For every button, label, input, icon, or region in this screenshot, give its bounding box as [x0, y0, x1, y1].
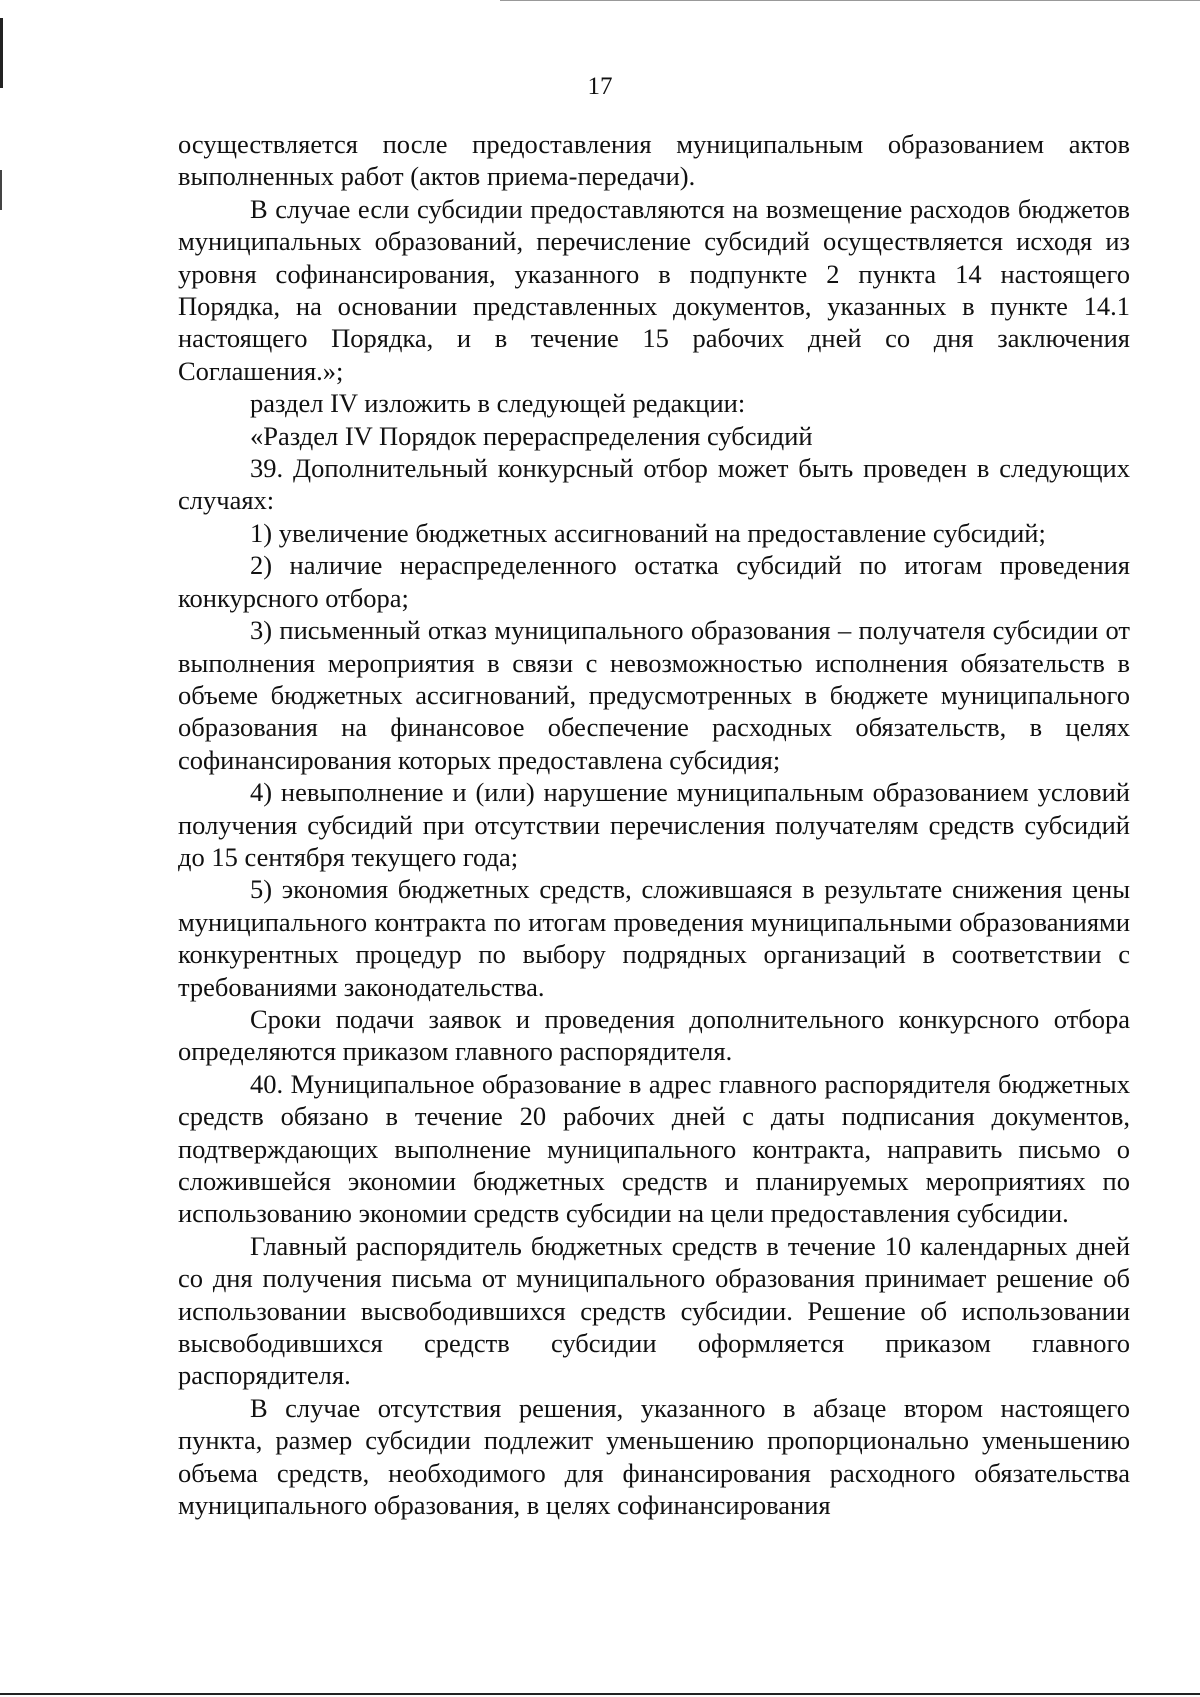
paragraph: В случае если субсидии предоставляются на возмещение расходов бюджетов муниципальных образований, перечисление субсидий осуществляется исходя из уровня софинансирования, указанного в подпункте 2 пункта 14 настоящего Порядка, на основании представленных документов, указанных в пункте 14.1 настоящего Порядка, и в течение 15 рабочих дней со дня заключения Соглашения.»;: [178, 193, 1130, 386]
paragraph: осуществляется после предоставления муниципальным образованием актов выполненных работ (актов приема-передачи).: [178, 129, 1130, 192]
paragraph: Сроки подачи заявок и проведения дополнительного конкурсного отбора определяются приказом главного распорядителя.: [178, 1003, 1130, 1067]
paragraph: Главный распорядитель бюджетных средств в течение 10 календарных дней со дня получения письма от муниципального образования принимает решение об использовании высвободившихся средств субсидии. Решение об использовании высвободившихся средств субсидии оформляется приказом главного распорядителя.: [178, 1230, 1130, 1391]
list-item: 4) невыполнение и (или) нарушение муниципальным образованием условий получения субсидий при отсутствии перечисления получателям средств субсидий до 15 сентября текущего года;: [178, 777, 1130, 872]
list-item: 3) письменный отказ муниципального образования – получателя субсидии от выполнения мероприятия в связи с невозможностью исполнения обязательств в объеме бюджетных ассигнований, предусмотренных в бюджете муниципального образования на финансовое обеспечение расходных обязательств, в целях софинансирования которых предоставлена субсидия;: [178, 615, 1130, 775]
paragraph: 40. Муниципальное образование в адрес главного распорядителя бюджетных средств обязано в течение 20 рабочих дней с даты подписания документов, подтверждающих выполнение муниципального контракта, направить письмо о сложившейся экономии бюджетных средств и планируемых мероприятиях по использованию экономии средств субсидии на цели предоставления субсидии.: [178, 1068, 1130, 1229]
list-item: 2) наличие нераспределенного остатка субсидий по итогам проведения конкурсного отбора;: [178, 550, 1130, 613]
paragraph: 39. Дополнительный конкурсный отбор может быть проведен в следующих случаях:: [178, 453, 1130, 516]
list-item: 5) экономия бюджетных средств, сложившаяся в результате снижения цены муниципального контракта по итогам проведения муниципальными образованиями конкурентных процедур по выбору подрядных организаций в соответствии с требованиями законодательства.: [178, 874, 1130, 1002]
paragraph: раздел IV изложить в следующей редакции:: [250, 388, 746, 419]
scan-edge-line: [500, 0, 1200, 1]
page-number: 17: [587, 73, 613, 100]
scan-edge-line: [0, 1693, 1200, 1695]
section-heading: «Раздел IV Порядок перераспределения субсидий: [250, 420, 813, 451]
list-item: 1) увеличение бюджетных ассигнований на предоставление субсидий;: [250, 517, 1046, 548]
paragraph: В случае отсутствия решения, указанного в абзаце втором настоящего пункта, размер субсидии подлежит уменьшению пропорционально уменьшению объема средств, необходимого для финансирования расходного обязательства муниципального образования, в целях софинансирования: [178, 1392, 1130, 1521]
document-body: [178, 128, 1130, 1521]
scan-edge-mark: [0, 170, 2, 210]
